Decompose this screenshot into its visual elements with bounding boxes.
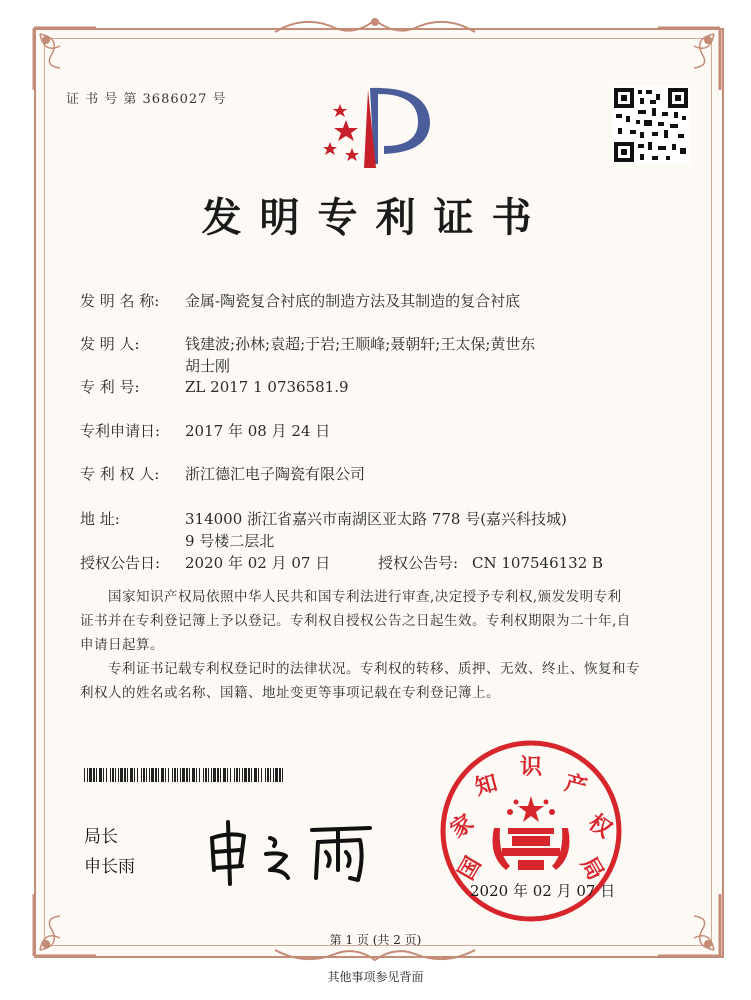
patentee-value: 浙江德汇电子陶瓷有限公司 xyxy=(185,465,366,483)
patent-number-label: 专 利 号: xyxy=(80,378,140,396)
certificate-title: 发明专利证书 xyxy=(201,194,550,241)
page-number: 第 1 页 (共 2 页) xyxy=(329,933,422,947)
patent-number-value: ZL 2017 1 0736581.9 xyxy=(185,378,349,396)
grant-number-value: CN 107546132 B xyxy=(472,554,604,572)
inventors-value-line1: 钱建波;孙林;袁超;于岩;王顺峰;聂朝轩;王太保;黄世东 xyxy=(185,335,536,353)
paragraph-2-line-2: 利权人的姓名或名称、国籍、地址变更等事项记载在专利登记簿上。 xyxy=(80,685,500,701)
certificate-number: 证 书 号 第 3686027 号 xyxy=(66,92,227,107)
svg-text:知: 知 xyxy=(472,770,501,801)
address-value-line1: 314000 浙江省嘉兴市南湖区亚太路 778 号(嘉兴科技城) xyxy=(185,510,567,528)
application-date-label: 专利申请日: xyxy=(80,422,161,440)
seal-date: 2020 年 02 月 07 日 xyxy=(470,882,616,900)
application-date-value: 2017 年 08 月 24 日 xyxy=(185,422,331,440)
qr-code-icon xyxy=(612,86,690,164)
official-role: 局长 xyxy=(84,827,118,847)
corner-ornament-top-left xyxy=(30,24,100,94)
svg-text:产: 产 xyxy=(561,770,590,801)
corner-ornament-top-right xyxy=(654,24,724,94)
barcode-icon xyxy=(84,768,284,782)
grant-date-value: 2020 年 02 月 07 日 xyxy=(185,554,331,572)
address-value-line2: 9 号楼二层北 xyxy=(185,532,275,550)
grant-date-label: 授权公告日: xyxy=(80,554,161,572)
svg-text:国: 国 xyxy=(454,852,487,885)
paragraph-1-line-2: 证书并在专利登记簿上予以登记。专利权自授权公告之日起生效。专利权期限为二十年,自 xyxy=(80,613,631,629)
paragraph-1-line-3: 申请日起算。 xyxy=(80,637,164,653)
paragraph-1-line-1: 国家知识产权局依照中华人民共和国专利法进行审查,决定授予专利权,颁发发明专利 xyxy=(108,589,622,605)
invention-name-label: 发 明 名 称: xyxy=(80,292,160,310)
paragraph-2-line-1: 专利证书记载专利权登记时的法律状况。专利权的转移、质押、无效、终止、恢复和专 xyxy=(108,661,640,677)
inventors-value-line2: 胡士刚 xyxy=(185,357,231,375)
svg-text:家: 家 xyxy=(446,810,479,844)
svg-text:权: 权 xyxy=(583,810,616,844)
address-label: 地 址: xyxy=(80,510,120,528)
corner-ornament-bottom-right xyxy=(654,890,724,960)
patentee-label: 专 利 权 人: xyxy=(80,465,160,483)
inventors-label: 发 明 人: xyxy=(80,335,140,353)
handwritten-signature xyxy=(200,808,380,888)
cnipa-logo-icon xyxy=(318,80,438,172)
top-center-ornament xyxy=(265,10,485,40)
corner-ornament-bottom-left xyxy=(30,890,100,960)
official-name: 申长雨 xyxy=(84,857,135,877)
grant-number-label: 授权公告号: xyxy=(378,554,459,572)
svg-text:局: 局 xyxy=(575,852,608,885)
invention-name-value: 金属-陶瓷复合衬底的制造方法及其制造的复合衬底 xyxy=(185,292,521,310)
footer-note: 其他事项参见背面 xyxy=(327,970,424,984)
svg-text:识: 识 xyxy=(519,755,543,780)
